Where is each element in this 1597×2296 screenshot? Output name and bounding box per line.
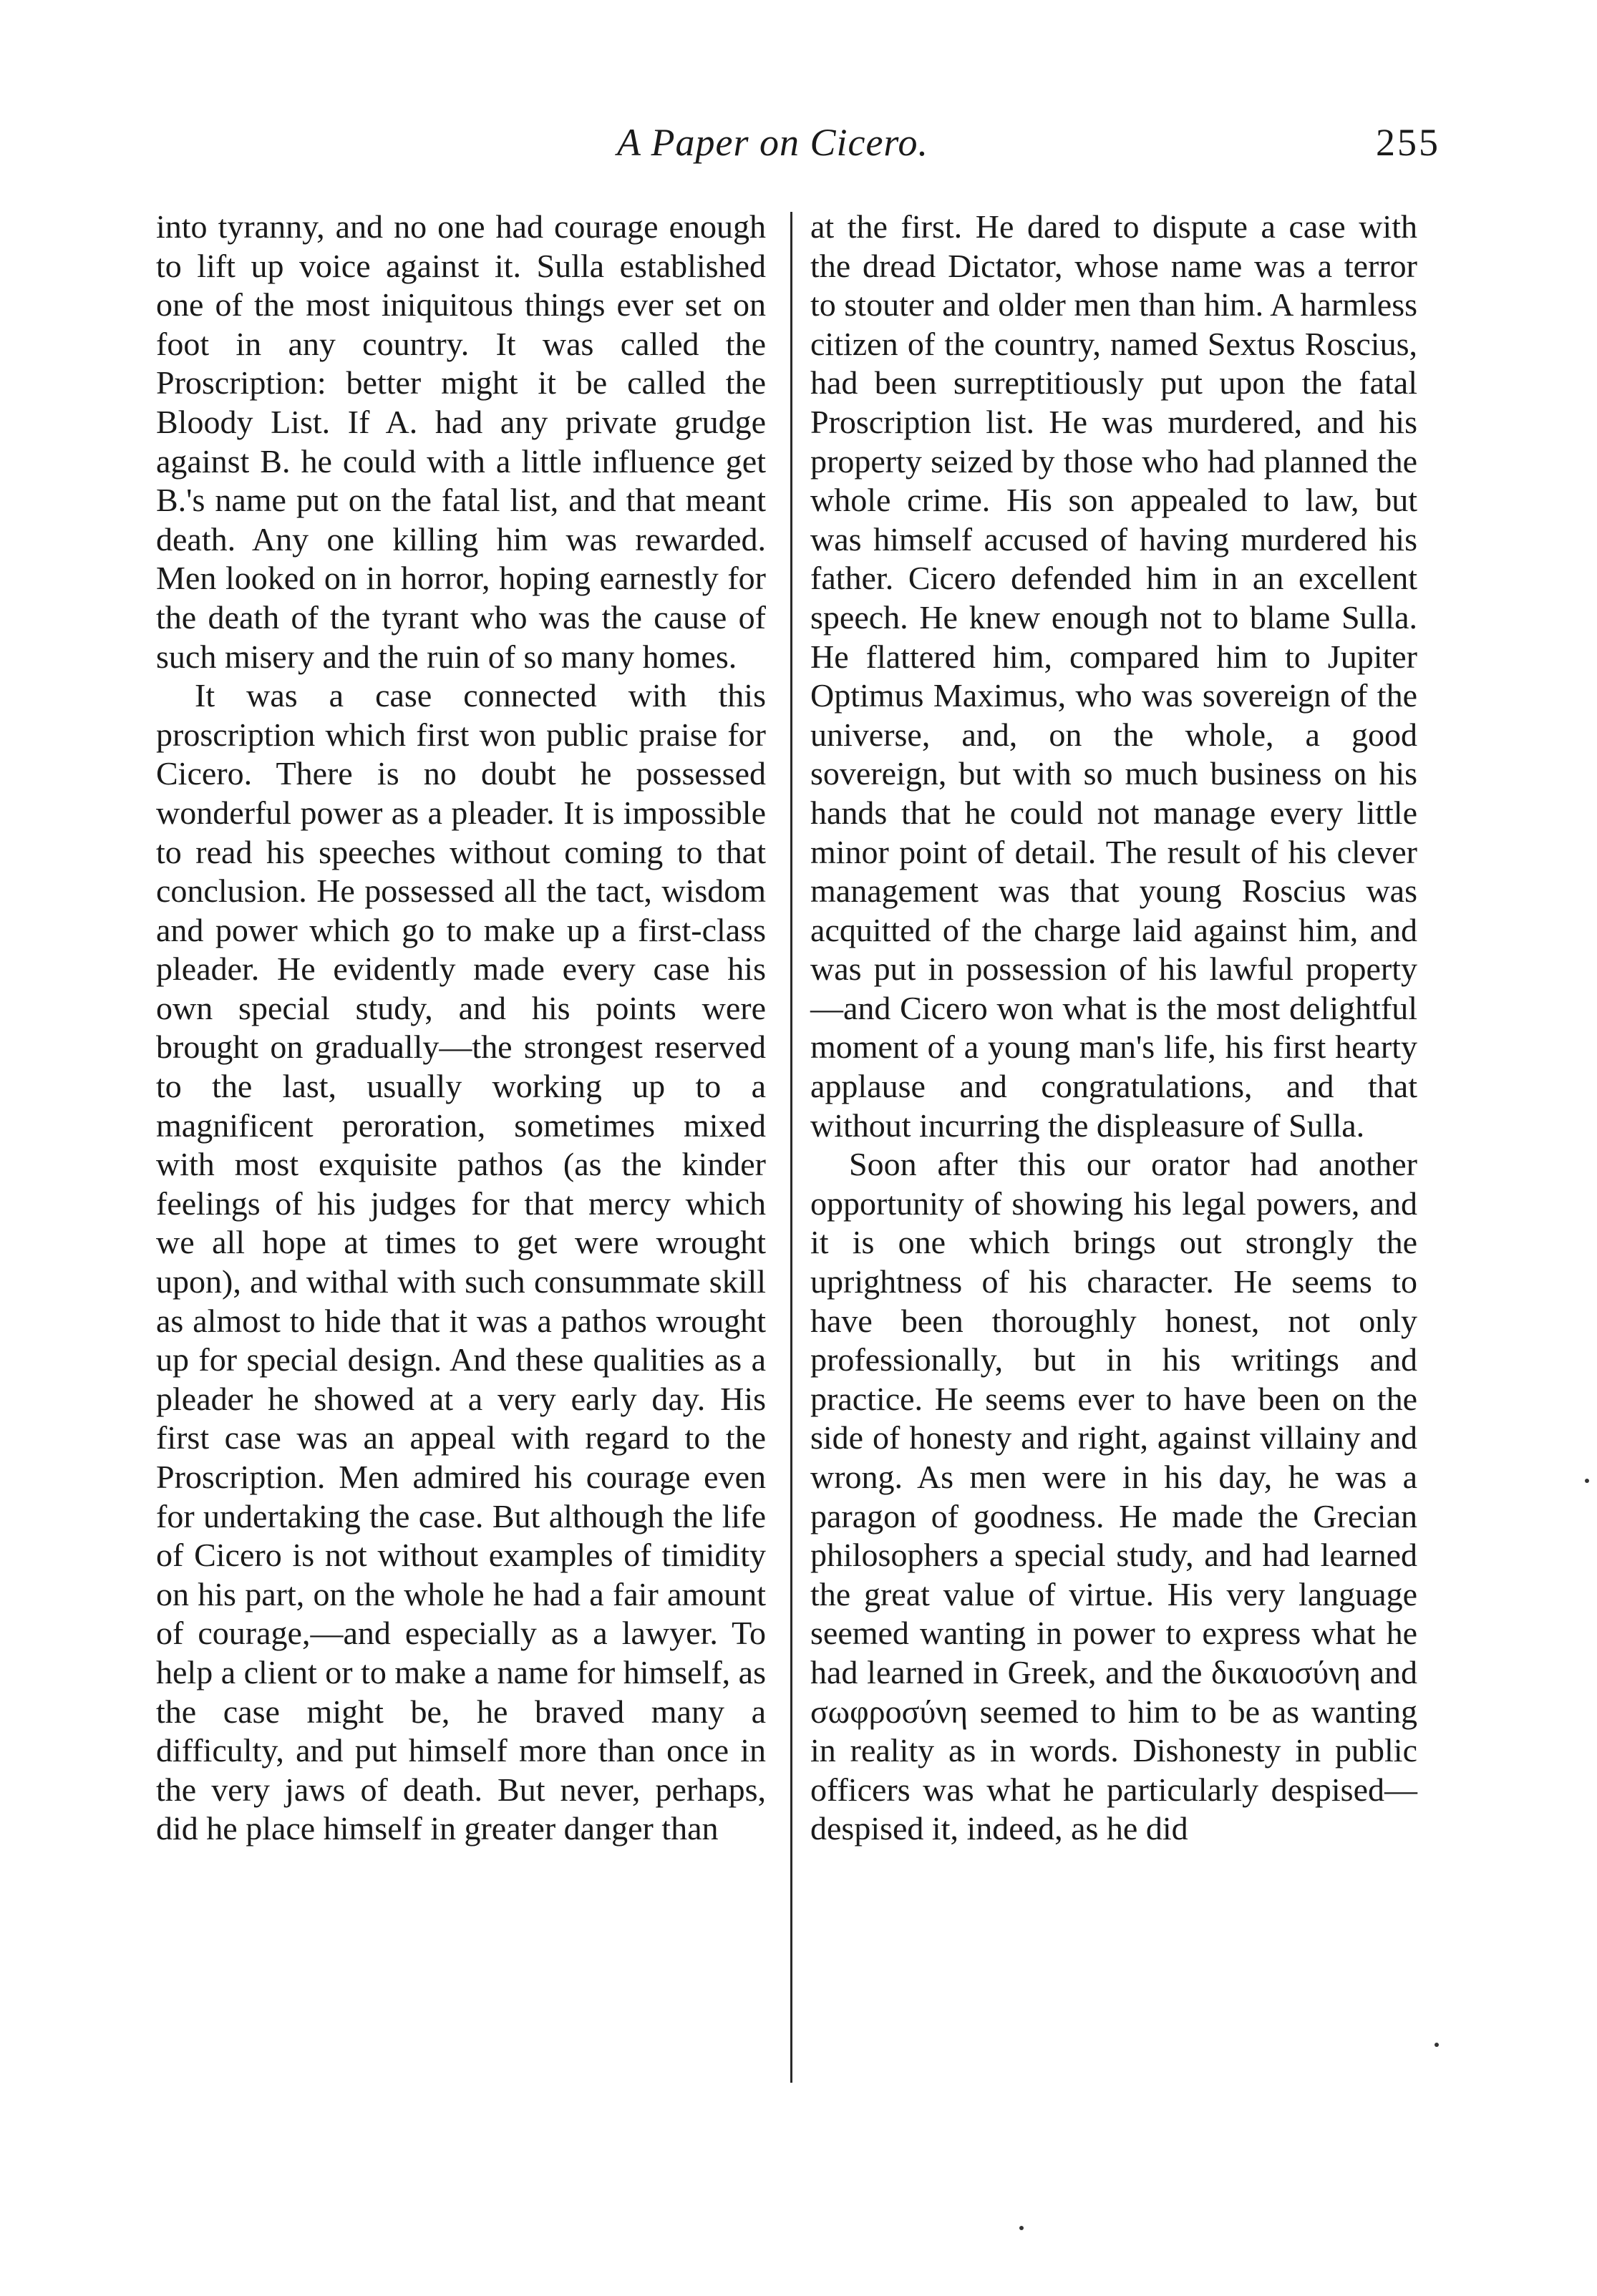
- stray-ink-mark: [1585, 1479, 1589, 1483]
- running-header: [0, 120, 1597, 177]
- right-column: [810, 208, 1417, 1849]
- paragraph: at the first. He dared to dispute a case with the dread Dictator, whose name was a terror to stouter and older men than him. A harmless citizen of the country, named Sextus Roscius, had been surreptitiously put upon the fatal Proscription list. He was murdered, and his property seized by those who had planned the whole crime. His son appealed to law, but was himself accused of having murdered his father. Cicero defended him in an excellent speech. He knew enough not to blame Sulla. He flattered him, compared him to Jupiter Optimus Maximus, who was sovereign of the universe, and, on the whole, a good sovereign, but with so much business on his hands that he could not manage every little minor point of detail. The result of his clever management was that young Roscius was acquitted of the charge laid against him, and was put in possession of his lawful property—and Cicero won what is the most delightful moment of a young man's life, his first hearty applause and congratulations, and that without incurring the displeasure of Sulla.: [810, 208, 1417, 1144]
- column-divider: [790, 212, 792, 2083]
- stray-ink-mark: [1435, 2043, 1439, 2047]
- left-column: [156, 208, 766, 1849]
- paragraph: into tyranny, and no one had courage enough to lift up voice against it. Sulla established one of the most iniquitous things ever set on foot in any country. It was called the Proscription: better might it be called the Bloody List. If A. had any private grudge against B. he could with a little influence get B.'s name put on the fatal list, and that meant death. Any one killing him was rewarded. Men looked on in horror, hoping earnestly for the death of the tyrant who was the cause of such misery and the ruin of so many homes.: [156, 208, 766, 675]
- page-number: 255: [1376, 121, 1440, 164]
- paragraph: Soon after this our orator had another opportunity of showing his legal powers, and it is one which brings out strongly the uprightness of his character. He seems to have been thoroughly honest, not only professionally, but in his writings and practice. He seems ever to have been on the side of honesty and right, against villainy and wrong. As men were in his day, he was a paragon of goodness. He made the Grecian philosophers a special study, and had learned the great value of virtue. His very language seemed wanting in power to express what he had learned in Greek, and the δικαιοσύνη and σωφροσύνη seemed to him to be as wanting in reality as in words. Dishonesty in public officers was what he particularly despised—despised it, indeed, as he did: [810, 1146, 1417, 1847]
- stray-ink-mark: [1019, 2226, 1024, 2230]
- paragraph: It was a case connected with this proscription which first won public praise for Cicero. There is no doubt he possessed wonderful power as a pleader. It is impossible to read his speeches without coming to that conclusion. He possessed all the tact, wisdom and power which go to make up a first-class pleader. He evidently made every case his own special study, and his points were brought on gradually—the strongest reserved to the last, usually working up to a magnificent peroration, sometimes mixed with most exquisite pathos (as the kinder feelings of his judges for that mercy which we all hope at times to get were wrought upon), and withal with such consummate skill as almost to hide that it was a pathos wrought up for special design. And these qualities as a pleader he showed at a very early day. His first case was an appeal with regard to the Proscription. Men admired his courage even for undertaking the case. But although the life of Cicero is not without examples of timidity on his part, on the whole he had a fair amount of courage,—and especially as a lawyer. To help a client or to make a name for himself, as the case might be, he braved many a difficulty, and put himself more than once in the very jaws of death. But never, perhaps, did he place himself in greater danger than: [156, 677, 766, 1847]
- running-title: A Paper on Cicero.: [617, 121, 928, 164]
